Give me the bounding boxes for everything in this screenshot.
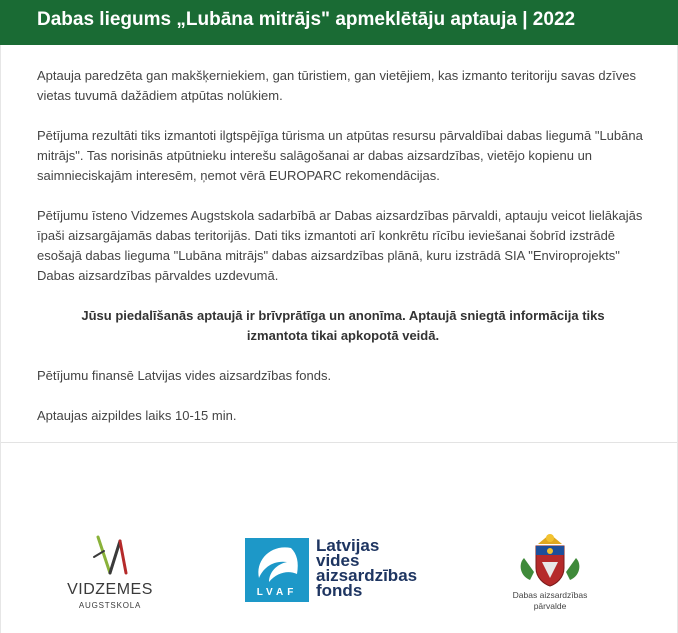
vidzemes-logo-subtitle: AUGSTSKOLA bbox=[78, 601, 142, 610]
lvaf-letters: LVAF bbox=[256, 587, 298, 598]
vidzemes-logo-title: VIDZEMES bbox=[67, 581, 153, 598]
anonymity-notice: Jūsu piedalīšanās aptaujā ir brīvprātīga un anonīma. Aptaujā sniegtā informācija tiks izmantota tikai apkopotā veidā. bbox=[81, 308, 605, 343]
lvaf-name-line-1: Latvijas bbox=[316, 536, 380, 555]
survey-header bbox=[0, 0, 678, 45]
lvaf-name-line-2: vides bbox=[316, 551, 360, 570]
vidzemes-emblem-icon bbox=[90, 531, 130, 579]
dabas-parvalde-name bbox=[500, 590, 600, 612]
duration-note: Aptaujas aizpildes laiks 10-15 min. bbox=[37, 408, 237, 423]
lvaf-logo bbox=[245, 538, 420, 610]
partner-logos bbox=[0, 443, 678, 633]
lvaf-name-line-3: aizsardzības bbox=[316, 566, 418, 585]
funding-note: Pētījumu finansē Latvijas vides aizsardzības fonds. bbox=[37, 368, 332, 383]
dabas-parvalde-logo bbox=[500, 528, 600, 623]
daba-name-line-2: pārvalde bbox=[533, 601, 567, 611]
intro-paragraph-3: Pētījumu īsteno Vidzemes Augstskola sadarbībā ar Dabas aizsardzības pārvaldi, aptauju veicot lielākajās īpaši aizsargājamās dabas teritorijās. Dati tiks izmantoti arī konkrētu rīcību ieviešanai šobrīd izstrādē esošajā dabas lieguma "Lubāna mitrājs" dabas aizsardzības plānā, kuru izstrādā SIA "Enviroprojekts" Dabas aizsardzības pārvaldes uzdevumā. bbox=[37, 208, 643, 283]
daba-name-line-1: Dabas aizsardzības bbox=[512, 590, 588, 600]
intro-paragraph-1: Aptauja paredzēta gan makšķerniekiem, gan tūristiem, gan vietējiem, kas izmanto teritoriju savas dzīves vietas tuvumā dažādiem atpūtas nolūkiem. bbox=[37, 68, 637, 103]
intro-paragraph-2: Pētījuma rezultāti tiks izmantoti ilgtspējīga tūrisma un atpūtas resursu pārvaldībai dabas liegumā "Lubāna mitrājs". Tas norisinās atpūtnieku interešu salāgošanai ar dabas aizsardzības, vietējo kopienu un saimnieciskajām interesēm, ņemot vērā EUROPARC rekomendācijas. bbox=[37, 128, 643, 183]
coat-of-arms-icon bbox=[500, 528, 600, 588]
survey-description bbox=[37, 66, 649, 446]
vidzemes-augstskola-logo bbox=[55, 531, 165, 621]
lvaf-name-line-4: fonds bbox=[316, 581, 363, 600]
lvaf-name bbox=[316, 538, 420, 598]
survey-title: Dabas liegums „Lubāna mitrājs" apmeklētāju aptauja | 2022 bbox=[37, 9, 576, 30]
